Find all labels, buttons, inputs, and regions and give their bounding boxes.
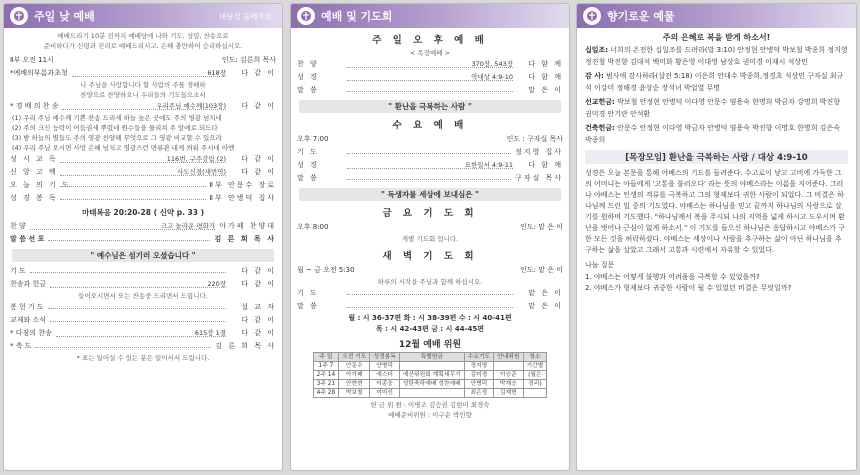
table-header: 주 일: [313, 353, 339, 362]
call-to-worship: 찬양으로 찬양하오니 우리들의 기도들으소서: [80, 91, 206, 99]
table-cell: 성탄축하예배 성찬예배: [399, 380, 464, 389]
order-row: 말 씀 선 포 김 른 희 목 사: [10, 235, 276, 243]
service-time: 월 ~ 금 오전 5:30 인도: 맡 은 이: [297, 266, 563, 274]
section-title: 주 일 오 후 예 배: [372, 35, 488, 46]
order-row: 말 씀 구자실 목사: [297, 174, 563, 182]
order-row: 봉 헌 기 도 설 교 자: [10, 303, 276, 311]
blessing-line: 주의 은혜로 복을 받게 하소서!: [662, 33, 771, 42]
question: 1. 야베스는 어떻게 불행과 어려움을 극복할 수 있었을까?: [585, 272, 760, 281]
footer-note: * 표는 일어설 수 있는 분은 일어서서 드립니다.: [76, 354, 210, 362]
section-note: 하루의 시작을 주님과 함께 하십시오.: [377, 278, 483, 286]
table-header: 안내위원: [494, 353, 523, 362]
order-row: 오 늘 의 기 도 Ⅱ부 안문수 장로: [10, 181, 276, 189]
scripture-ref: 마태복음 20:20-28 ( 신약 p. 33 ): [81, 208, 205, 217]
order-row: 찬송과 헌금 220장 다 같 이: [10, 280, 276, 288]
table-row: [313, 389, 547, 398]
study-title: [목장모임] 환난을 극복하는 사람 / 대상 4:9-10: [585, 150, 848, 164]
table-cell: 아가페: [339, 371, 370, 380]
table-cell: 2주 14: [313, 371, 339, 380]
committee-footer: 예배준비위원 : 이구순 박민향: [388, 411, 472, 419]
order-row: 말 씀 말 은 이: [297, 86, 563, 94]
order-row: * 경 배 의 찬 송 우리주님 예수께(103장) 다 같 이: [10, 102, 276, 110]
order-row: 성 경 봉 독 Ⅱ부 안병덕 집사: [10, 194, 276, 202]
committee-footer: 헌 금 위 원 : 이병조 김승권 김현미 최경숙: [370, 401, 490, 409]
sermon-title: " 환난을 극복하는 사람 ": [299, 100, 561, 113]
hymn-verse: (4) 우리 주님 오시면 사망 은혜 넘치고 영광스런 면류관 내게 씌워 주시네 아멘: [12, 144, 235, 152]
service-time: 오후 8:00 인도: 맡 은 이: [297, 223, 563, 231]
table-cell: 정지영: [464, 362, 493, 371]
table-cell: [399, 362, 464, 371]
table-cell: 김미경: [464, 371, 493, 380]
panel-subtitle: 대림절 둘째주일: [218, 11, 272, 21]
table-cell: 박재승: [494, 380, 523, 389]
table-cell: [523, 389, 547, 398]
table-row: [313, 380, 547, 389]
table-cell: 4주 28: [313, 389, 339, 398]
panel-header: [577, 4, 856, 28]
section-subtitle: < 목장예배 >: [409, 49, 451, 57]
table-cell: 안병덕: [464, 380, 493, 389]
order-row: 기 도 정지영 집사: [297, 148, 563, 156]
order-row: 성 시 교 독 116번, 구주강림 (2) 다 같 이: [10, 155, 276, 163]
order-row: 기 도 다 같 이: [10, 267, 276, 275]
question: 2. 야베스가 형제보다 귀중한 사람이 될 수 있었던 비결은 무엇일까?: [585, 284, 792, 292]
panel-title: 주일 낮 예배: [34, 10, 95, 23]
intro-line: 준비하다가 신령과 진리로 예배드리시고, 은혜 충만하여 승리하십시오.: [43, 42, 243, 50]
table-header: 수요기도: [464, 353, 493, 362]
order-row: 신 앙 고 백 사도신경(새번역) 다 같 이: [10, 168, 276, 176]
hymn-verse: (2) 주의 크신 능력이 어둠권세 뿌렸네 원수들을 물리쳐 주 앞에로 되드다: [12, 124, 218, 132]
tithe-list: 십일조: 너희의 온전한 십일조를 드려라(말 3:10) 안정현 안병덕 박보철 박종희 정지영 정진철 박진향 김대석 백미화 황은영 이대영 남상호 권미경 이재시 석상민: [585, 46, 848, 66]
service-time: 오후 7:00 인도 : 구자실 목사: [297, 135, 563, 143]
study-text: 성경은 오늘 본문을 통해 야베스의 기도를 들려준다. 수고로이 낳고 고비에 가득한 그의 어머니는 아들에게 '고통을 불러오다' 라는 뜻의 야베스라는 이름을 지어준다. 그러나 야베스는 인생의 격류를 극복하고 그의 형제보다 귀한 사람이 되었다. 그 비결은 하나님께 드린 일 중의 기도였다. 야베스는 하나님을 믿고 끝까지 하나님의 사랑으로 살기를 원하며 기도했다. "하나님께서 복을 주시되 나의 지역을 넓게 하시고 도우시며 환난을 벗어나 근심이 없게 하소서." 이 기도를 들으신 하나님은 응답하시고 야베스가 구한 모든 것을 허락하셨다. 야베스는 세상이나 사람을 추구하는 삶이 아닌 하나님을 추구하는 삶을 살았고 그래서 고통과 시련에서 자유할 수 있었다.: [585, 169, 845, 254]
table-cell: 정리): [523, 380, 547, 389]
table-cell: 안병덕: [370, 362, 399, 371]
table-cell: [399, 389, 464, 398]
table-cell: 이종웅: [370, 380, 399, 389]
table-cell: 예스더: [370, 371, 399, 380]
order-row: * 축 도 김 른 희 목 사: [10, 342, 276, 350]
table-cell: 기간별: [523, 362, 547, 371]
offerings-panel: [576, 3, 857, 471]
worship-order-panel: [3, 3, 283, 471]
offering-note: 들어오시면서 또는 찬송중 드리면서 드립니다.: [78, 292, 208, 300]
bible-reading: 월 : 시 36-37편 화 : 시 38-39편 수 : 시 40-41편: [348, 314, 512, 322]
section-title: 수 요 예 배: [392, 120, 468, 131]
table-cell: 이미선: [370, 389, 399, 398]
order-row: * 다짐의 찬송 615장 1절 다 같 이: [10, 329, 276, 337]
table-header: 오전 기도: [339, 353, 370, 362]
order-row: 성 경 역대상 4:9-10 다 함 께: [297, 73, 563, 81]
sermon-title: " 예수님은 섬기러 오셨습니다 ": [12, 249, 274, 262]
mission-list: 선교헌금: 박보철 안정현 안병덕 이다영 안문수 염용숙 한명희 박금자 강명희 박진향 권미경 안기란 안석환: [585, 98, 840, 118]
table-row: [313, 371, 547, 380]
section-title: 새 벽 기 도 회: [382, 251, 478, 262]
order-row: 성 경 요한일서 4:9-11 다 함 께: [297, 161, 563, 169]
committee-title: 12월 예배 위원: [398, 340, 462, 350]
table-header: 청소: [523, 353, 547, 362]
church-logo-icon: [297, 7, 315, 25]
bible-reading: 목 : 시 42-43편 금 : 시 44-45편: [375, 325, 484, 333]
section-title: 금 요 기 도 회: [382, 208, 478, 219]
order-row: 말 씀 맡 은 이: [297, 302, 563, 310]
hymn-verse: (3) 밤 하늘의 별들도 주의 영광 찬양해 무엇으로 그 영광 비교할 수 있으랴: [12, 134, 222, 142]
service-time: Ⅱ부 오전 11시 인도: 김른희 목사: [10, 56, 276, 64]
table-cell: 1주 7: [313, 362, 339, 371]
sermon-title: " 독생자를 세상에 보내심은 ": [299, 188, 561, 201]
section-note: 개별 기도회 입니다.: [401, 235, 459, 243]
church-logo-icon: [583, 7, 601, 25]
panel-title: 향기로운 예물: [607, 10, 675, 23]
call-to-worship: 나 주님을 사랑합니다 할 사람의 주를 경배하: [80, 81, 206, 89]
table-header: 성경봉독: [370, 353, 399, 362]
panel-header: [4, 4, 282, 28]
table-cell: 예산위원회 계획세우기: [399, 371, 464, 380]
thanks-list: 감 사: 범사에 감사하라(살전 5:18) 이은희 안대수 박종희,정경초 석상민 구자실 최규석 이강미 정해경 윤상순 장석녀 박업열 무명: [585, 72, 844, 92]
table-row: [313, 362, 547, 371]
table-cell: 박보철: [339, 389, 370, 398]
table-cell: 김재현: [494, 389, 523, 398]
committee-table: [313, 352, 548, 398]
panel-header: [291, 4, 569, 28]
intro-line: 예배드리기 10분 전까지 예배당에 나와 기도, 성령, 찬송으로: [57, 32, 229, 40]
table-cell: 이승준: [494, 371, 523, 380]
table-cell: 안문수: [339, 362, 370, 371]
table-cell: (월은: [523, 371, 547, 380]
order-row: 찬 양 크고 놀라운 평화가 아가페 찬양대: [10, 222, 276, 230]
panel-title: 예배 및 기도회: [321, 10, 393, 23]
order-row: 찬 양 370장, 543장 다 함 께: [297, 60, 563, 68]
hymn-verse: (1) 우리 주님 예수께 기쁜 찬송 드리세 하늘 높은 곳에도 주의 영광 넘치네: [12, 114, 222, 122]
order-row: 기 도 맡 은 이: [297, 289, 563, 297]
order-row: *예배의부름과초청 618장 다 같 이: [10, 69, 276, 77]
table-cell: [494, 362, 523, 371]
order-row: 교제와 소식 다 같 이: [10, 316, 276, 324]
table-cell: 최은정: [464, 389, 493, 398]
table-cell: 3주 21: [313, 380, 339, 389]
building-list: 건축헌금: 안문수 안정현 이다영 박금자 안병덕 염용숙 박진향 이명호 한명희 김은숙 박종희: [585, 124, 840, 144]
services-panel: [290, 3, 570, 471]
church-logo-icon: [10, 7, 28, 25]
table-cell: 안현현: [339, 380, 370, 389]
table-header: 특별헌금: [399, 353, 464, 362]
questions-title: 나눔 질문: [585, 261, 615, 269]
